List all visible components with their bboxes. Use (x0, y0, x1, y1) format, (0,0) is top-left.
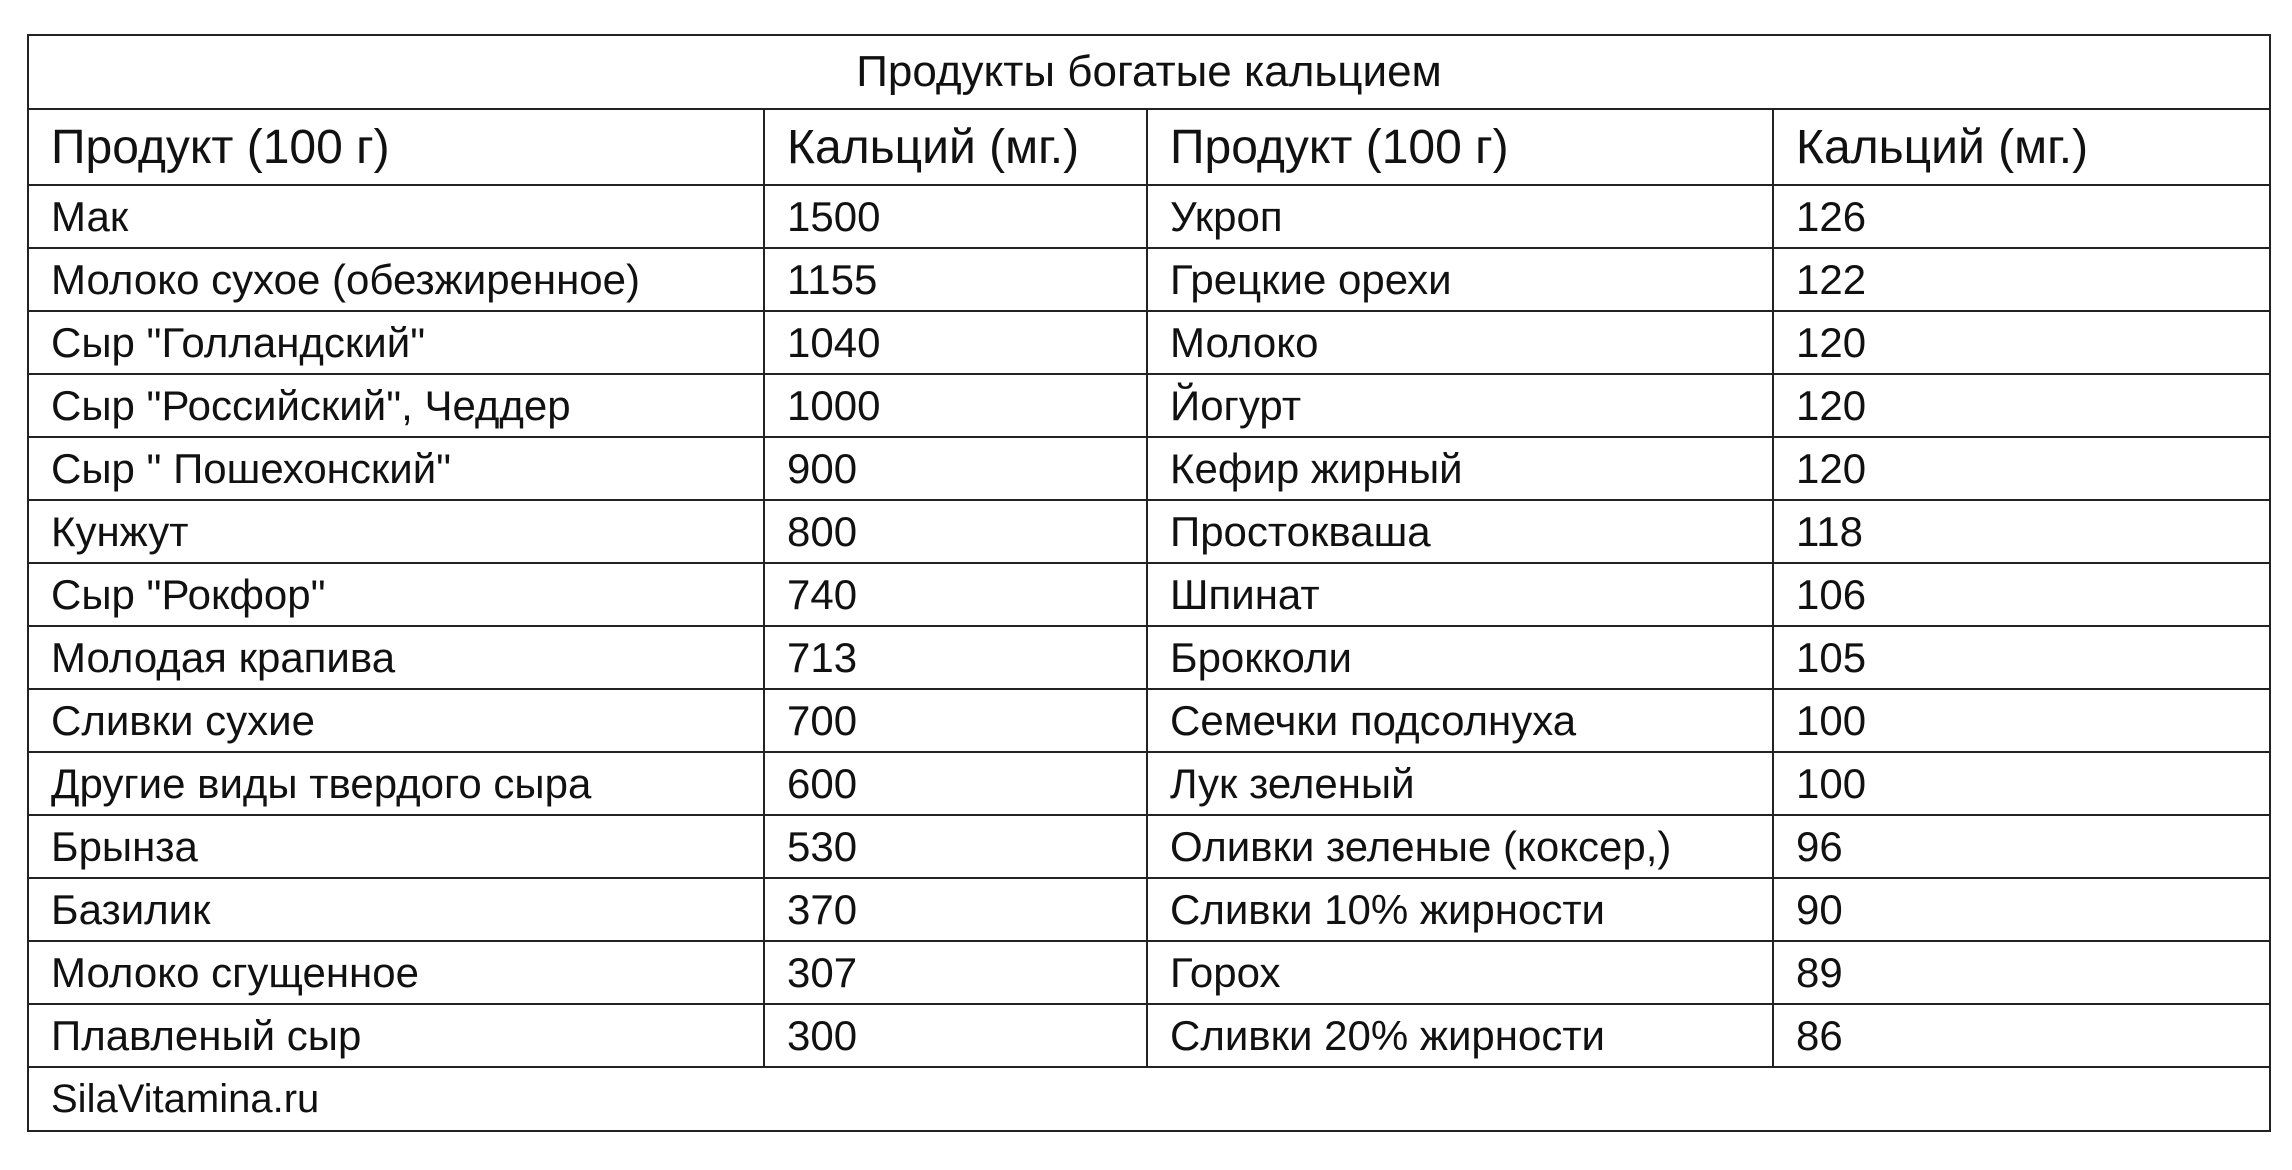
table-row (28, 1004, 2270, 1067)
left-calcium-cell: 1500 (764, 185, 1147, 248)
left-product-cell: Мак (28, 185, 764, 248)
left-product-cell: Молоко сгущенное (28, 941, 764, 1004)
right-product-cell: Семечки подсолнуха (1147, 689, 1773, 752)
right-calcium-cell: 100 (1773, 752, 2270, 815)
left-calcium-cell: 900 (764, 437, 1147, 500)
left-product-cell: Молоко сухое (обезжиренное) (28, 248, 764, 311)
right-product-cell: Шпинат (1147, 563, 1773, 626)
table-row (28, 563, 2270, 626)
left-calcium-cell: 800 (764, 500, 1147, 563)
table-row (28, 500, 2270, 563)
right-product-cell: Горох (1147, 941, 1773, 1004)
right-calcium-cell: 118 (1773, 500, 2270, 563)
table-row (28, 311, 2270, 374)
right-calcium-cell: 105 (1773, 626, 2270, 689)
table-row (28, 689, 2270, 752)
table-row (28, 437, 2270, 500)
right-calcium-cell: 120 (1773, 437, 2270, 500)
right-product-cell: Грецкие орехи (1147, 248, 1773, 311)
left-calcium-cell: 370 (764, 878, 1147, 941)
left-calcium-cell: 700 (764, 689, 1147, 752)
left-product-cell: Сыр "Рокфор" (28, 563, 764, 626)
table-row (28, 185, 2270, 248)
header-right-calcium: Кальций (мг.) (1773, 109, 2270, 185)
right-calcium-cell: 100 (1773, 689, 2270, 752)
table-row (28, 374, 2270, 437)
left-calcium-cell: 713 (764, 626, 1147, 689)
left-calcium-cell: 1040 (764, 311, 1147, 374)
right-product-cell: Кефир жирный (1147, 437, 1773, 500)
right-calcium-cell: 126 (1773, 185, 2270, 248)
left-product-cell: Базилик (28, 878, 764, 941)
right-calcium-cell: 86 (1773, 1004, 2270, 1067)
right-calcium-cell: 106 (1773, 563, 2270, 626)
left-product-cell: Брынза (28, 815, 764, 878)
header-left-product: Продукт (100 г) (28, 109, 764, 185)
right-product-cell: Укроп (1147, 185, 1773, 248)
left-product-cell: Сыр "Голландский" (28, 311, 764, 374)
left-product-cell: Кунжут (28, 500, 764, 563)
left-product-cell: Сыр "Российский", Чеддер (28, 374, 764, 437)
right-product-cell: Сливки 10% жирности (1147, 878, 1773, 941)
table-row (28, 878, 2270, 941)
left-product-cell: Другие виды твердого сыра (28, 752, 764, 815)
left-product-cell: Сыр " Пошехонский" (28, 437, 764, 500)
table-row (28, 941, 2270, 1004)
header-row (28, 109, 2270, 185)
left-calcium-cell: 307 (764, 941, 1147, 1004)
left-calcium-cell: 300 (764, 1004, 1147, 1067)
left-product-cell: Молодая крапива (28, 626, 764, 689)
right-product-cell: Простокваша (1147, 500, 1773, 563)
right-calcium-cell: 89 (1773, 941, 2270, 1004)
table-row (28, 248, 2270, 311)
calcium-table (27, 34, 2271, 1132)
right-calcium-cell: 90 (1773, 878, 2270, 941)
left-calcium-cell: 530 (764, 815, 1147, 878)
right-product-cell: Йогурт (1147, 374, 1773, 437)
right-calcium-cell: 96 (1773, 815, 2270, 878)
left-product-cell: Сливки сухие (28, 689, 764, 752)
left-calcium-cell: 1155 (764, 248, 1147, 311)
right-product-cell: Лук зеленый (1147, 752, 1773, 815)
left-calcium-cell: 1000 (764, 374, 1147, 437)
table-row (28, 626, 2270, 689)
right-calcium-cell: 120 (1773, 374, 2270, 437)
table-title: Продукты богатые кальцием (28, 35, 2270, 109)
right-product-cell: Сливки 20% жирности (1147, 1004, 1773, 1067)
right-product-cell: Брокколи (1147, 626, 1773, 689)
right-calcium-cell: 122 (1773, 248, 2270, 311)
footer-row (28, 1067, 2270, 1131)
title-row (28, 35, 2270, 109)
table-row (28, 815, 2270, 878)
right-calcium-cell: 120 (1773, 311, 2270, 374)
right-product-cell: Оливки зеленые (коксер,) (1147, 815, 1773, 878)
left-calcium-cell: 600 (764, 752, 1147, 815)
header-right-product: Продукт (100 г) (1147, 109, 1773, 185)
right-product-cell: Молоко (1147, 311, 1773, 374)
left-calcium-cell: 740 (764, 563, 1147, 626)
left-product-cell: Плавленый сыр (28, 1004, 764, 1067)
header-left-calcium: Кальций (мг.) (764, 109, 1147, 185)
table-row (28, 752, 2270, 815)
source-text: SilaVitamina.ru (28, 1067, 2270, 1131)
